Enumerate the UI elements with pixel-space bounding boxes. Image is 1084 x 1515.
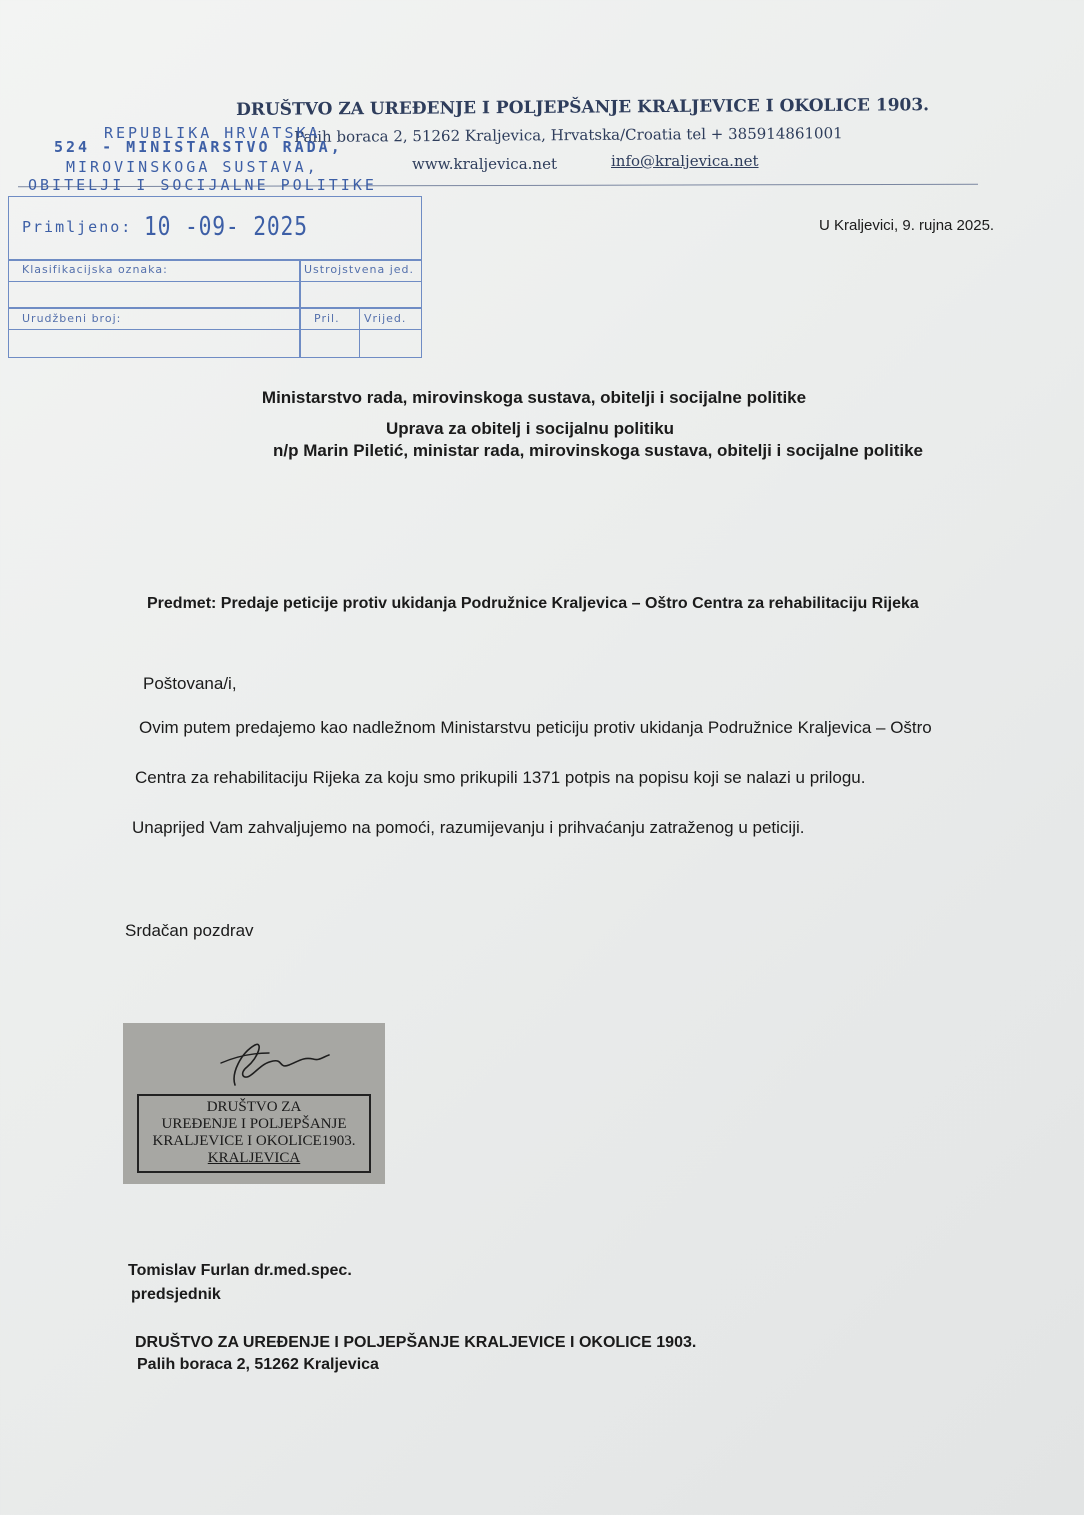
body-line1: Ovim putem predajemo kao nadležnom Ministarstvu peticiju protiv ukidanja Podružnice Kraljevica – Oštro — [139, 718, 932, 737]
receipt-stamp-line1: REPUBLIKA HRVATSKA — [104, 124, 321, 142]
recipient-line2: Uprava za obitelj i socijalnu politiku — [385, 419, 675, 438]
letterhead-title: DRUŠTVO ZA UREĐENJE I POLJEPŠANJE KRALJEVICE I OKOLICE 1903. — [236, 95, 930, 120]
signature-stamp — [123, 1023, 385, 1184]
subject-line: Predmet: Predaje peticije protiv ukidanja Podružnice Kraljevica – Oštro Centra za rehabilitaciju Rijeka — [147, 595, 919, 612]
letterhead-address: Palih boraca 2, 51262 Kraljevica, Hrvatska/Croatia tel + 385914861001 — [294, 124, 843, 146]
body-line3: Unaprijed Vam zahvaljujemo na pomoći, razumijevanju i prihvaćanju zatraženog u peticiji. — [132, 818, 805, 837]
receipt-classification-label: Klasifikacijska oznaka: — [22, 263, 168, 276]
signatory-name: Tomislav Furlan dr.med.spec. — [128, 1262, 352, 1279]
receipt-stamp-line2: 524 - MINISTARSTVO RADA, — [54, 138, 343, 156]
receipt-stamp-line3: MIROVINSKOGA SUSTAVA, — [66, 158, 319, 176]
closing: Srdačan pozdrav — [125, 921, 254, 940]
signature-stamp-line4: KRALJEVICA — [207, 1150, 301, 1166]
handwritten-signature — [123, 1023, 385, 1093]
signature-stamp-line3: KRALJEVICE I OKOLICE1903. — [152, 1133, 356, 1149]
receipt-received-label: Primljeno: — [22, 218, 133, 236]
receipt-unit-label: Ustrojstvena jed. — [304, 263, 414, 276]
signature-stamp-box — [137, 1094, 371, 1173]
body-line2: Centra za rehabilitaciju Rijeka za koju smo prikupili 1371 potpis na popisu koji se nalazi u prilogu. — [135, 768, 866, 787]
receipt-received-date: 10 -09- 2025 — [144, 212, 308, 242]
salutation: Poštovana/i, — [143, 674, 237, 693]
letterhead-email: info@kraljevica.net — [611, 152, 759, 170]
receipt-attachments-label: Pril. — [314, 312, 340, 325]
signature-stamp-line1: DRUŠTVO ZA — [206, 1099, 302, 1115]
letterhead-website: www.kraljevica.net — [412, 155, 557, 173]
date-place: U Kraljevici, 9. rujna 2025. — [819, 217, 995, 234]
receipt-registry-number-label: Urudžbeni broj: — [22, 312, 122, 325]
recipient-line1: Ministarstvo rada, mirovinskoga sustava, obitelji i socijalne politike — [261, 388, 807, 407]
recipient-line3: n/p Marin Piletić, ministar rada, mirovinskoga sustava, obitelji i socijalne politike — [273, 441, 923, 460]
signature-stamp-line2: UREĐENJE I POLJEPŠANJE — [161, 1116, 347, 1132]
receipt-value-label: Vrijed. — [364, 312, 407, 325]
footer-organization: DRUŠTVO ZA UREĐENJE I POLJEPŠANJE KRALJEVICE I OKOLICE 1903. — [135, 1334, 697, 1351]
footer-address: Palih boraca 2, 51262 Kraljevica — [137, 1356, 379, 1373]
receipt-stamp-line4: OBITELJI I SOCIJALNE POLITIKE — [28, 176, 377, 194]
signatory-role: predsjednik — [131, 1286, 221, 1303]
